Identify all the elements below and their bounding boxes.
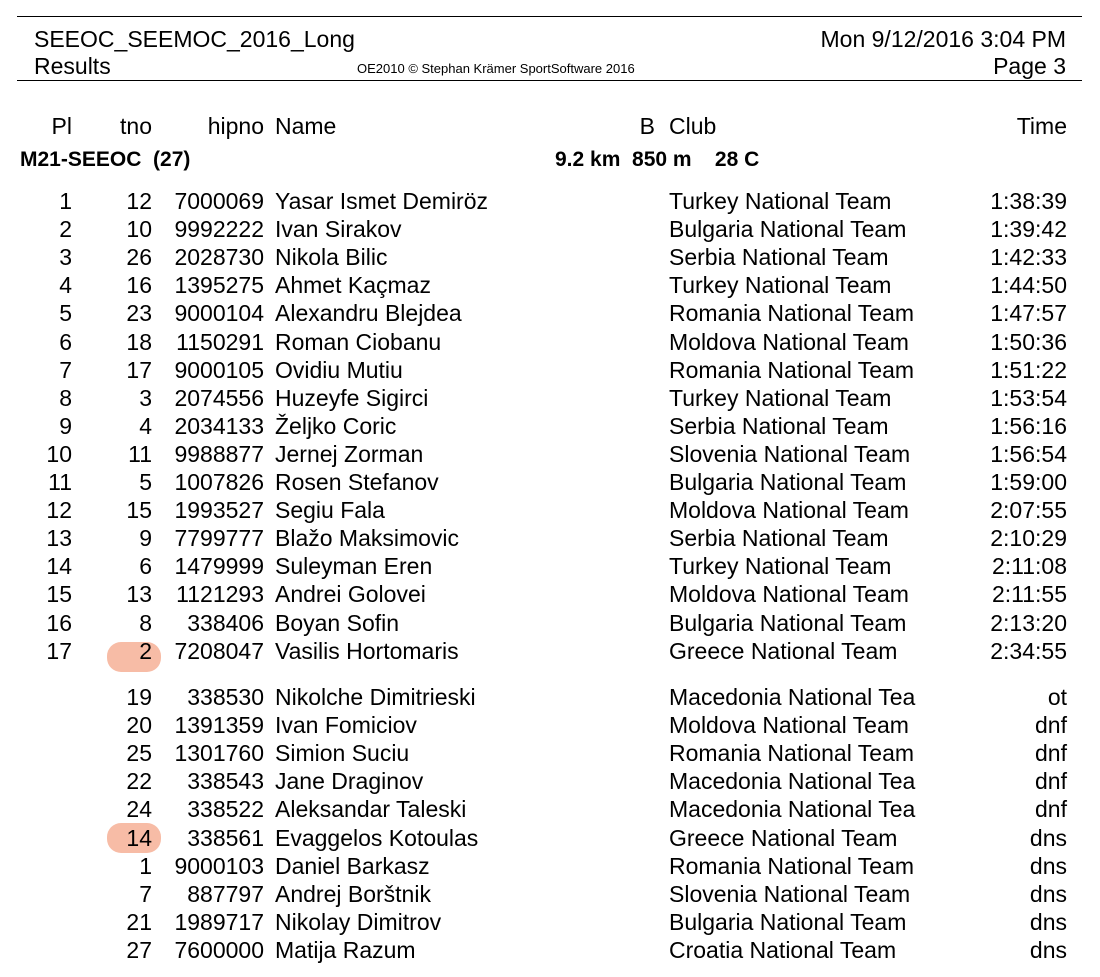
col-header-b: B: [639, 113, 655, 139]
name-cell: Alexandru Blejdea: [275, 300, 462, 327]
club-cell: Bulgaria National Team: [669, 216, 907, 243]
class-name-text: M21-SEEOC: [20, 148, 142, 171]
club-cell: Moldova National Team: [669, 328, 909, 355]
place-cell: 7: [59, 356, 72, 383]
section-title: Results: [34, 53, 111, 79]
tno-cell: 23: [126, 300, 152, 327]
col-header-place: Pl: [51, 113, 72, 139]
tno-cell: 8: [139, 609, 152, 636]
club-cell: Romania National Team: [669, 852, 915, 879]
tno-cell: 1: [139, 852, 152, 879]
tno-cell: 5: [139, 469, 152, 495]
time-cell: 1:47:57: [990, 300, 1067, 327]
table-row: [0, 468, 1100, 496]
tno-cell: 21: [126, 908, 152, 935]
club-cell: Slovenia National Team: [669, 880, 911, 907]
class-count: (27): [153, 148, 191, 171]
hipno-cell: 2074556: [174, 384, 264, 411]
club-cell: Greece National Team: [669, 824, 898, 851]
tno-cell: 24: [126, 796, 152, 823]
club-cell: Moldova National Team: [669, 497, 909, 524]
name-cell: Andrej Borštnik: [275, 880, 431, 907]
place-cell: 6: [59, 328, 72, 355]
header-bottom-rule: [17, 80, 1082, 81]
hipno-cell: 9992222: [174, 216, 264, 243]
hipno-cell: 9988877: [174, 440, 264, 467]
time-cell: 2:11:08: [991, 553, 1067, 580]
time-cell: dnf: [1035, 768, 1067, 795]
time-cell: 2:13:20: [990, 609, 1067, 636]
place-cell: 4: [59, 272, 72, 299]
hipno-cell: 1007826: [174, 469, 264, 495]
hipno-cell: 338530: [187, 684, 264, 710]
tno-cell: 15: [126, 497, 152, 524]
table-row: [0, 440, 1100, 468]
name-cell: Rosen Stefanov: [275, 469, 439, 495]
place-cell: 12: [46, 497, 72, 524]
table-row: [0, 609, 1100, 637]
name-cell: Nikola Bilic: [275, 244, 388, 271]
club-cell: Moldova National Team: [669, 581, 909, 608]
time-cell: dns: [1029, 824, 1067, 851]
table-row: [0, 496, 1100, 524]
place-cell: 9: [59, 412, 72, 439]
name-cell: Evaggelos Kotoulas: [275, 824, 479, 851]
name-cell: Andrei Golovei: [275, 581, 426, 608]
club-cell: Romania National Team: [669, 356, 915, 383]
time-cell: 1:39:42: [990, 216, 1067, 243]
time-cell: dns: [1029, 936, 1067, 963]
table-row: [0, 215, 1100, 243]
hipno-cell: 9000103: [174, 852, 264, 879]
hipno-cell: 1150291: [176, 328, 264, 355]
table-row: [0, 328, 1100, 356]
hipno-cell: 1121293: [176, 581, 264, 608]
table-row: [0, 271, 1100, 299]
club-cell: Romania National Team: [669, 300, 915, 327]
table-row: [0, 880, 1100, 908]
name-cell: Vasilis Hortomaris: [275, 637, 459, 664]
time-cell: 2:11:55: [991, 581, 1067, 608]
col-header-name: Name: [275, 113, 337, 139]
tno-cell: 16: [126, 272, 152, 299]
tno-cell: 18: [126, 328, 152, 355]
name-cell: Boyan Sofin: [275, 609, 400, 636]
time-cell: dns: [1029, 852, 1067, 879]
hipno-cell: 1395275: [174, 272, 264, 299]
tno-cell: 9: [139, 525, 152, 552]
col-header-club: Club: [669, 113, 717, 139]
time-cell: 1:56:16: [990, 412, 1067, 439]
time-cell: 1:51:22: [990, 356, 1067, 383]
table-row: [0, 795, 1100, 823]
course-info: 9.2 km 850 m 28 C: [555, 148, 760, 171]
table-row: [0, 552, 1100, 580]
table-row: [0, 384, 1100, 412]
hipno-cell: 338522: [187, 796, 264, 823]
event-title: SEEOC_SEEMOC_2016_Long: [34, 26, 355, 52]
time-cell: 1:53:54: [990, 384, 1067, 411]
name-cell: Jernej Zorman: [275, 440, 424, 467]
name-cell: Ivan Fomiciov: [275, 712, 417, 739]
table-row: [0, 852, 1100, 880]
hipno-cell: 2028730: [174, 244, 264, 271]
print-datetime: Mon 9/12/2016 3:04 PM: [820, 26, 1066, 52]
time-cell: dnf: [1035, 740, 1067, 767]
club-cell: Turkey National Team: [669, 553, 892, 580]
col-header-tno: tno: [120, 113, 152, 139]
club-cell: Turkey National Team: [669, 188, 892, 214]
name-cell: Ovidiu Mutiu: [275, 356, 403, 383]
place-cell: 1: [59, 188, 72, 214]
hipno-cell: 887797: [187, 880, 264, 907]
tno-cell: 20: [126, 712, 152, 739]
name-cell: Roman Ciobanu: [275, 328, 442, 355]
name-cell: Nikolche Dimitrieski: [275, 684, 476, 710]
place-cell: 11: [48, 469, 72, 495]
table-row: [0, 637, 1100, 665]
name-cell: Ivan Sirakov: [275, 216, 402, 243]
name-cell: Nikolay Dimitrov: [275, 908, 442, 935]
tno-cell: 6: [139, 553, 152, 580]
table-row: [0, 187, 1100, 215]
tno-cell: 14: [126, 824, 152, 851]
club-cell: Moldova National Team: [669, 712, 909, 739]
tno-cell: 17: [126, 356, 152, 383]
tno-cell: 3: [139, 384, 152, 411]
tno-cell: 7: [139, 880, 152, 907]
name-cell: Huzeyfe Sigirci: [275, 384, 429, 411]
table-row: [0, 243, 1100, 271]
hipno-cell: 9000104: [174, 300, 264, 327]
club-cell: Macedonia National Tea: [669, 796, 916, 823]
time-cell: 1:42:33: [990, 244, 1067, 271]
place-cell: 16: [46, 609, 72, 636]
time-cell: dns: [1029, 908, 1067, 935]
table-row: [0, 711, 1100, 739]
time-cell: dnf: [1035, 796, 1067, 823]
place-cell: 10: [46, 440, 72, 467]
name-cell: Blažo Maksimovic: [275, 525, 460, 552]
name-cell: Suleyman Eren: [275, 553, 433, 580]
club-cell: Greece National Team: [669, 637, 898, 664]
place-cell: 2: [59, 216, 72, 243]
club-cell: Macedonia National Tea: [669, 768, 916, 795]
table-row: [0, 580, 1100, 608]
table-row: [0, 739, 1100, 767]
name-cell: Aleksandar Taleski: [275, 796, 467, 823]
name-cell: Yasar Ismet Demiröz: [275, 188, 489, 214]
club-cell: Serbia National Team: [669, 244, 889, 271]
table-row: [0, 683, 1100, 711]
place-cell: 14: [46, 553, 72, 580]
time-cell: 1:50:36: [990, 328, 1067, 355]
col-header-time: Time: [1016, 113, 1067, 139]
table-row: [0, 356, 1100, 384]
table-row: [0, 908, 1100, 936]
tno-cell: 4: [139, 412, 152, 439]
hipno-cell: 7208047: [174, 637, 264, 664]
tno-cell: 12: [126, 188, 152, 214]
tno-cell: 2: [139, 637, 152, 664]
club-cell: Turkey National Team: [669, 384, 892, 411]
hipno-cell: 338561: [187, 824, 264, 851]
col-header-hipno: hipno: [207, 113, 264, 139]
club-cell: Romania National Team: [669, 740, 915, 767]
name-cell: Matija Razum: [275, 936, 416, 963]
club-cell: Slovenia National Team: [669, 440, 911, 467]
table-row: [0, 767, 1100, 795]
tno-cell: 10: [126, 216, 152, 243]
name-cell: Simion Suciu: [275, 740, 410, 767]
hipno-cell: 338543: [187, 768, 264, 795]
table-row: [0, 299, 1100, 327]
tno-cell: 22: [126, 768, 152, 795]
club-cell: Serbia National Team: [669, 412, 889, 439]
tno-cell: 26: [126, 244, 152, 271]
name-cell: Daniel Barkasz: [275, 852, 430, 879]
time-cell: 1:59:00: [990, 469, 1067, 495]
time-cell: 1:44:50: [990, 272, 1067, 299]
club-cell: Bulgaria National Team: [669, 908, 907, 935]
time-cell: 2:10:29: [990, 525, 1067, 552]
hipno-cell: 1301760: [174, 740, 264, 767]
page-number: Page 3: [993, 53, 1066, 79]
table-row: [0, 524, 1100, 552]
time-cell: 2:34:55: [990, 637, 1067, 664]
club-cell: Macedonia National Tea: [669, 684, 916, 710]
place-cell: 15: [46, 581, 72, 608]
tno-cell: 13: [126, 581, 152, 608]
name-cell: Željko Coric: [275, 412, 397, 439]
time-cell: dnf: [1035, 712, 1067, 739]
software-credit: OE2010 © Stephan Krämer SportSoftware 2016: [357, 61, 635, 76]
hipno-cell: 1989717: [174, 908, 264, 935]
hipno-cell: 9000105: [174, 356, 264, 383]
name-cell: Jane Draginov: [275, 768, 424, 795]
hipno-cell: 1479999: [174, 553, 264, 580]
time-cell: 2:07:55: [990, 497, 1067, 524]
hipno-cell: 1391359: [174, 712, 264, 739]
club-cell: Turkey National Team: [669, 272, 892, 299]
time-cell: 1:38:39: [990, 188, 1067, 214]
tno-cell: 11: [128, 440, 152, 467]
club-cell: Croatia National Team: [669, 936, 897, 963]
time-cell: ot: [1047, 684, 1067, 710]
tno-cell: 19: [126, 684, 152, 710]
tno-cell: 27: [126, 936, 152, 963]
top-rule: [17, 16, 1082, 17]
time-cell: dns: [1029, 880, 1067, 907]
hipno-cell: 7000069: [174, 188, 264, 214]
hipno-cell: 7799777: [174, 525, 264, 552]
name-cell: Segiu Fala: [275, 497, 385, 524]
table-row: [0, 936, 1100, 964]
club-cell: Bulgaria National Team: [669, 609, 907, 636]
place-cell: 13: [46, 525, 72, 552]
hipno-cell: 2034133: [174, 412, 264, 439]
hipno-cell: 1993527: [174, 497, 264, 524]
place-cell: 17: [46, 637, 72, 664]
club-cell: Bulgaria National Team: [669, 469, 907, 495]
hipno-cell: 7600000: [174, 936, 264, 963]
place-cell: 8: [59, 384, 72, 411]
hipno-cell: 338406: [187, 609, 264, 636]
class-name: [20, 149, 190, 170]
table-row: [0, 824, 1100, 852]
tno-cell: 25: [126, 740, 152, 767]
table-row: [0, 412, 1100, 440]
name-cell: Ahmet Kaçmaz: [275, 272, 431, 299]
time-cell: 1:56:54: [990, 440, 1067, 467]
place-cell: 5: [59, 300, 72, 327]
club-cell: Serbia National Team: [669, 525, 889, 552]
place-cell: 3: [59, 244, 72, 271]
